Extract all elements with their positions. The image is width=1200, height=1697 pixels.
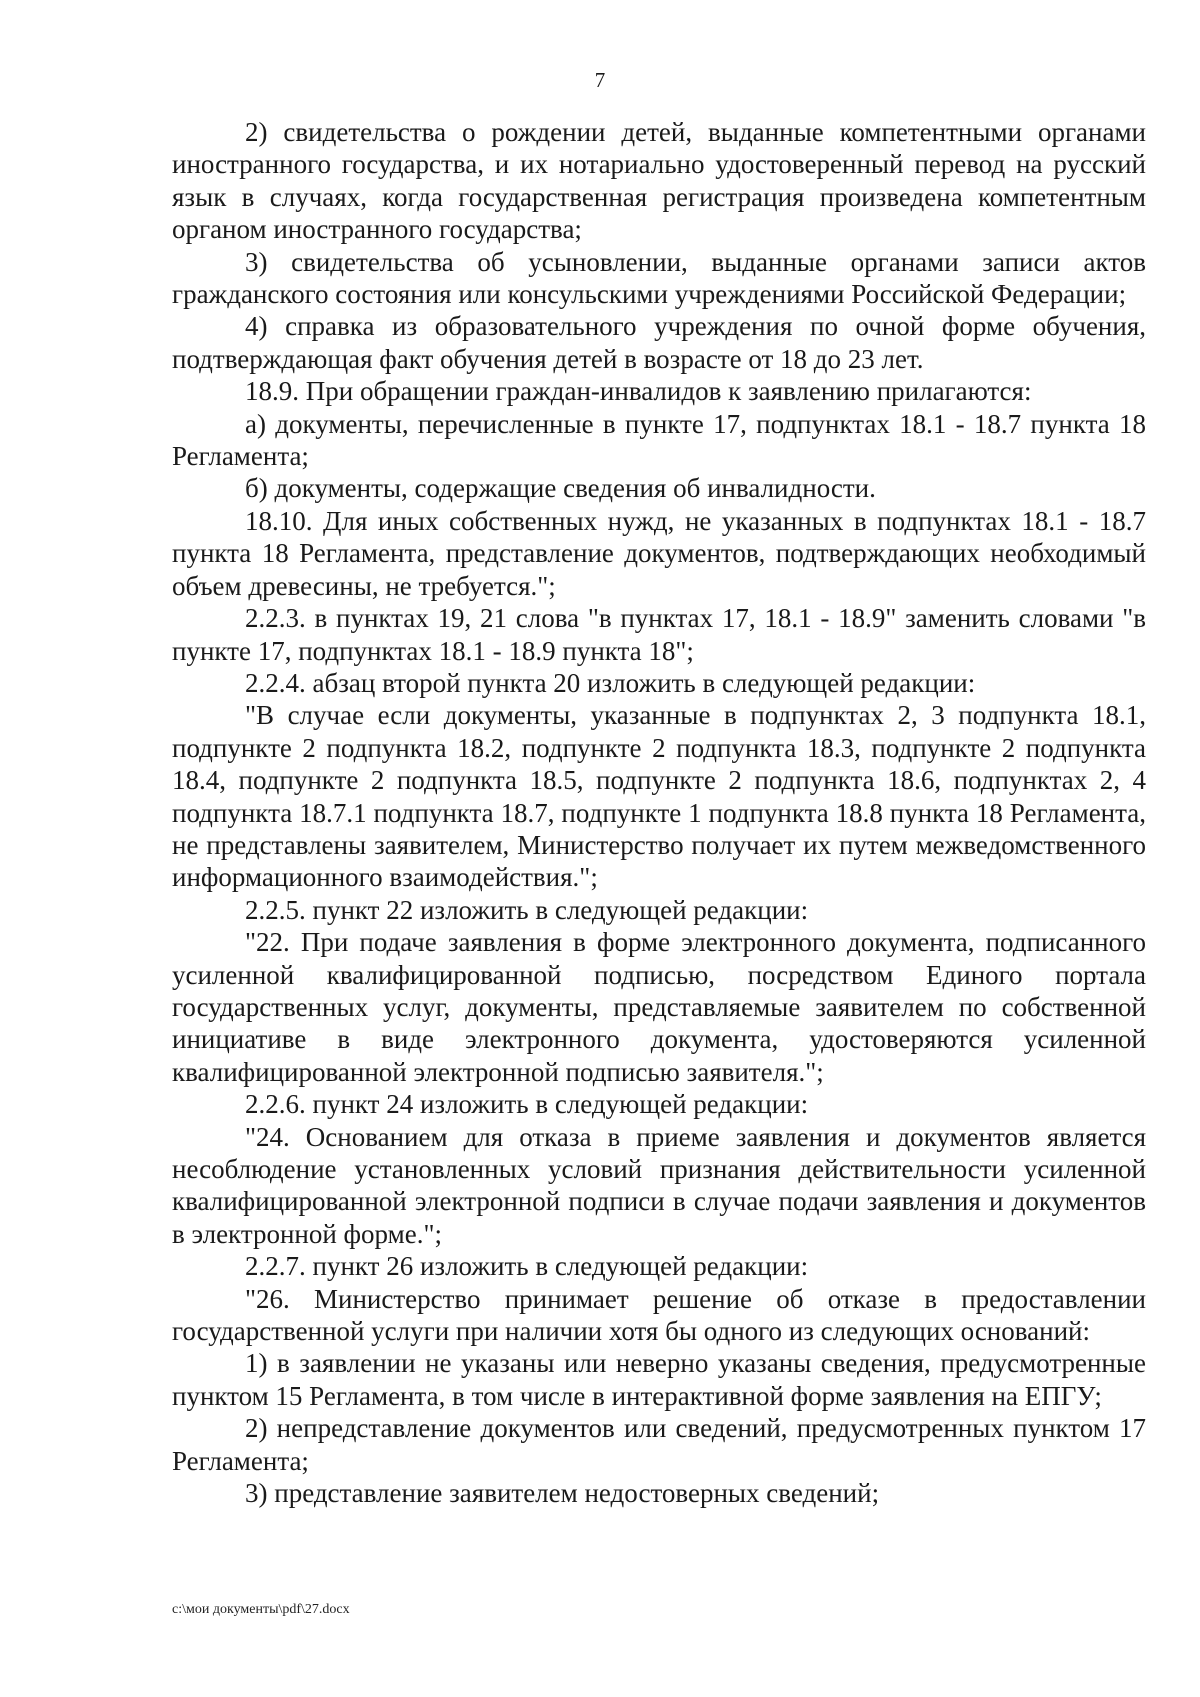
paragraph-adoption-certificates: 3) свидетельства об усыновлении, выданные органами записи актов гражданского состояния или консульскими учреждениями Российской Федерации; (172, 246, 1146, 310)
paragraph-2-2-4: 2.2.4. абзац второй пункта 20 изложить в следующей редакции: (245, 667, 976, 698)
paragraph-2-2-6: 2.2.6. пункт 24 изложить в следующей редакции: (245, 1089, 809, 1120)
paragraph-18-9-a: а) документы, перечисленные в пункте 17, подпунктах 18.1 - 18.7 пункта 18 Регламента; (172, 408, 1146, 472)
paragraph-2-2-7: 2.2.7. пункт 26 изложить в следующей редакции: (245, 1251, 809, 1282)
paragraph-point-20-text: "В случае если документы, указанные в подпунктах 2, 3 подпункта 18.1, подпункте 2 подпункта 18.2, подпункте 2 подпункта 18.3, подпункте 2 подпункта 18.4, подпункте 2 подпункта 18.5, подпункте 2 подпункта 18.6, подпунктах 2, 4 подпункта 18.7.1 подпункта 18.7, подпункте 1 подпункта 18.8 пункта 18 Регламента, не представлены заявителем, Министерство получает их путем межведомственного информационного взаимодействия."; (172, 700, 1146, 893)
footer-file-path: c:\мои документы\pdf\27.docx (172, 1602, 350, 1617)
paragraph-2-2-3: 2.2.3. в пунктах 19, 21 слова "в пунктах 17, 18.1 - 18.9" заменить словами "в пункте 17, подпунктах 18.1 - 18.9 пункта 18"; (172, 603, 1146, 666)
paragraph-point-22-text: "22. При подаче заявления в форме электронного документа, подписанного усиленной квалифицированной подписью, посредством Единого портала государственных услуг, документы, представляемые заявителем по собственной инициативе в виде электронного документа, удостоверяются усиленной квалифицированной электронной подписью заявителя."; (172, 927, 1146, 1087)
paragraph-education-certificate: 4) справка из образовательного учреждения по очной форме обучения, подтверждающая факт обучения детей в возрасте от 18 до 23 лет. (172, 311, 1146, 374)
paragraph-birth-certificates: 2) свидетельства о рождении детей, выданные компетентными органами иностранного государства, и их нотариально удостоверенный перевод на русский язык в случаях, когда государственная регистрация произведена компетентным органом иностранного государства; (172, 117, 1146, 245)
paragraph-2-2-5: 2.2.5. пункт 22 изложить в следующей редакции: (245, 894, 809, 925)
paragraph-18-9-b: б) документы, содержащие сведения об инвалидности. (245, 473, 876, 504)
paragraph-refusal-ground-1: 1) в заявлении не указаны или неверно указаны сведения, предусмотренные пунктом 15 Регламента, в том числе в интерактивной форме заявления на ЕПГУ; (172, 1348, 1146, 1411)
paragraph-refusal-ground-2: 2) непредставление документов или сведений, предусмотренных пунктом 17 Регламента; (172, 1413, 1146, 1476)
paragraph-18-9: 18.9. При обращении граждан-инвалидов к заявлению прилагаются: (245, 376, 1032, 407)
paragraph-point-24-text: "24. Основанием для отказа в приеме заявления и документов является несоблюдение установленных условий признания действительности усиленной квалифицированной электронной подписи в случае подачи заявления и документов в электронной форме."; (172, 1121, 1146, 1249)
paragraph-point-26-text: "26. Министерство принимает решение об отказе в предоставлении государственной услуги при наличии хотя бы одного из следующих оснований: (172, 1283, 1146, 1347)
document-body (172, 116, 1146, 1509)
paragraph-refusal-ground-3: 3) представление заявителем недостоверных сведений; (245, 1478, 880, 1509)
page-number: 7 (594, 68, 606, 92)
paragraph-18-10: 18.10. Для иных собственных нужд, не указанных в подпунктах 18.1 - 18.7 пункта 18 Регламента, представление документов, подтверждающих необходимый объем древесины, не требуется."; (172, 505, 1146, 601)
